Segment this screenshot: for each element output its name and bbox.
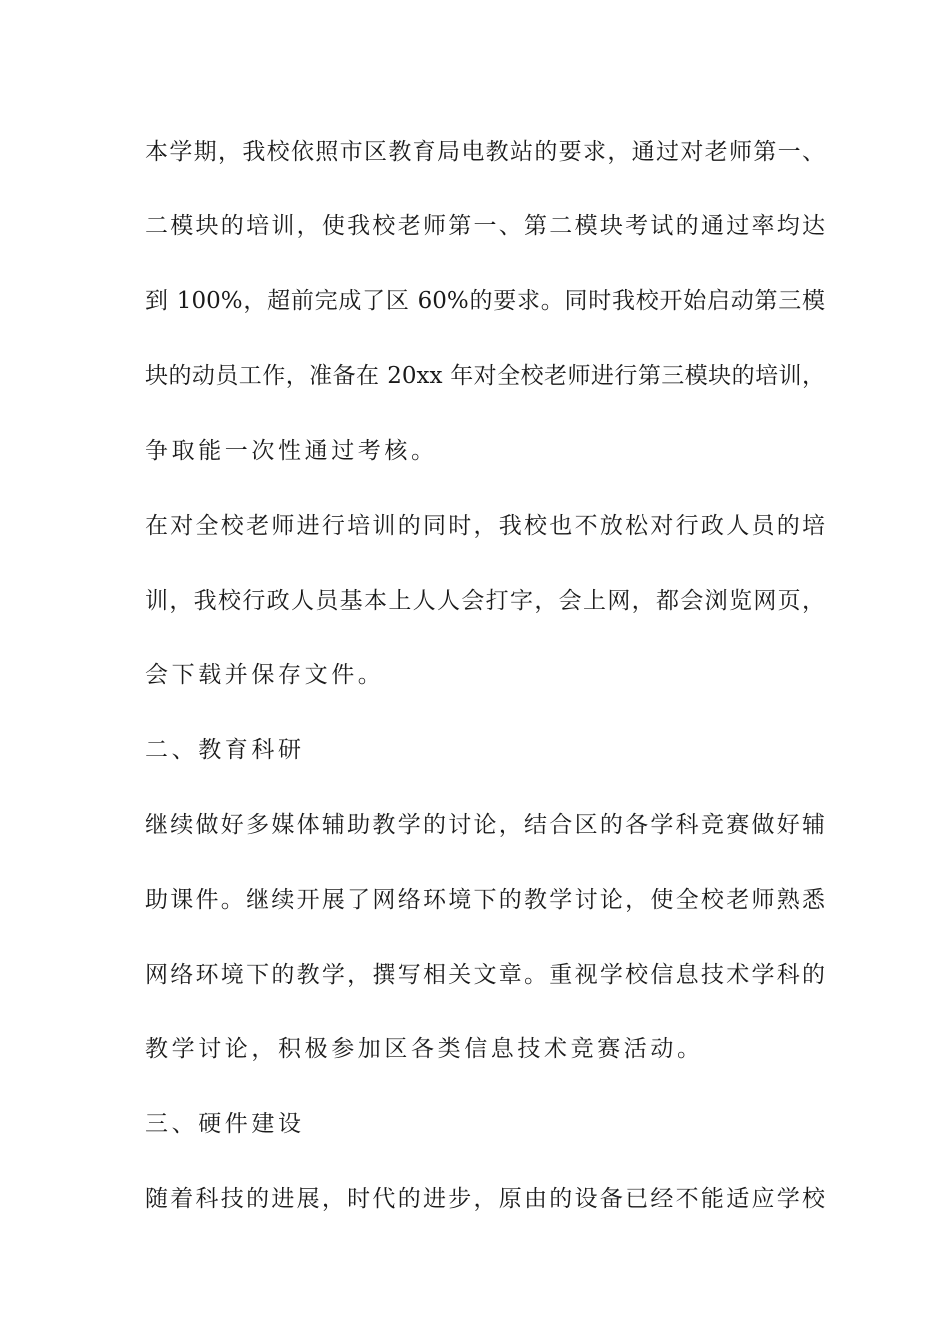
paragraph-2-line-3: 会下载并保存文件。 xyxy=(145,662,385,688)
paragraph-3-line-2: 助课件。继续开展了网络环境下的教学讨论，使全校老师熟悉 xyxy=(145,887,825,913)
paragraph-1-line-3: 到 100%，超前完成了区 60%的要求。同时我校开始启动第三模 xyxy=(145,288,825,314)
paragraph-3-line-4: 教学讨论，积极参加区各类信息技术竞赛活动。 xyxy=(145,1036,704,1062)
paragraph-4-line-1: 随着科技的进展，时代的进步，原由的设备已经不能适应学校 xyxy=(145,1186,825,1212)
section-heading-education-research: 二、教育科研 xyxy=(145,737,305,763)
paragraph-1-line-1: 本学期，我校依照市区教育局电教站的要求，通过对老师第一、 xyxy=(145,139,825,165)
paragraph-2-line-2: 训，我校行政人员基本上人人会打字，会上网，都会浏览网页， xyxy=(145,588,825,614)
paragraph-2-line-1: 在对全校老师进行培训的同时，我校也不放松对行政人员的培 xyxy=(145,513,825,539)
paragraph-1-line-2: 二模块的培训，使我校老师第一、第二模块考试的通过率均达 xyxy=(145,213,825,239)
paragraph-1-line-4: 块的动员工作，准备在 20xx 年对全校老师进行第三模块的培训， xyxy=(145,363,825,389)
section-heading-hardware: 三、硬件建设 xyxy=(145,1111,305,1137)
paragraph-3-line-1: 继续做好多媒体辅助教学的讨论，结合区的各学科竞赛做好辅 xyxy=(145,812,825,838)
paragraph-3-line-3: 网络环境下的教学，撰写相关文章。重视学校信息技术学科的 xyxy=(145,962,825,988)
paragraph-1-line-5: 争取能一次性通过考核。 xyxy=(145,438,438,464)
